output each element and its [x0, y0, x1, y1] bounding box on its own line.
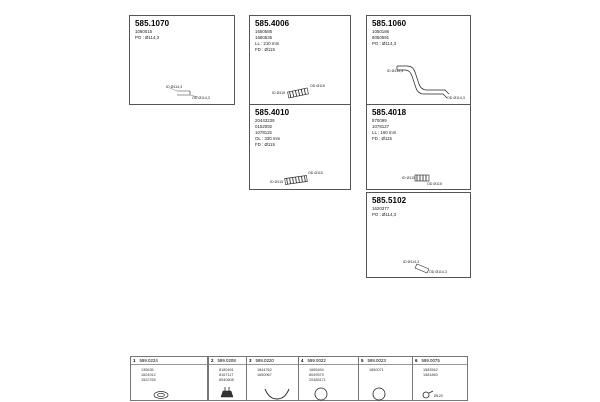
ref-line: 8180491 [219, 368, 234, 372]
accessory-part-number: 599.0022 [307, 358, 326, 363]
outlet-diameter-label: OD Ø115 [427, 182, 442, 186]
spec-line: PO : Ø114,3 [372, 41, 397, 47]
outlet-diameter-label: OD Ø114,3 [192, 96, 210, 100]
spec-line: PO : Ø114,3 [135, 35, 160, 41]
accessory-index: 4 [301, 358, 304, 363]
accessory-part-number: 599.0224 [139, 358, 158, 363]
spec-line: 870099 [372, 118, 387, 123]
accessory-part-number: 599.0220 [255, 358, 274, 363]
accessory-index: 3 [249, 358, 252, 363]
accessory-index: 5 [361, 358, 364, 363]
part-number: 585.4006 [255, 19, 290, 28]
accessory-index: 1 [133, 358, 136, 363]
spec-line: 1080015 [135, 29, 153, 34]
part-card-585-4006 [249, 15, 351, 105]
spec-line: LL : 210 mm [255, 41, 280, 47]
spec-line: LL : 160 mm [372, 130, 397, 136]
spec-line: 20443239 [255, 118, 275, 123]
accessory-card [412, 356, 468, 401]
part-card-585-4018 [366, 104, 471, 190]
part-card-585-5102 [366, 192, 471, 278]
spec-line: 1050186 [372, 29, 390, 34]
spec-line: 8050591 [372, 35, 390, 41]
part-card-585-4010 [249, 104, 351, 190]
ref-line: 20485171 [309, 378, 326, 382]
hanger-clamp-icon [413, 357, 469, 402]
inlet-diameter-label: ID Ø115 [402, 176, 416, 180]
inlet-diameter-label: ID Ø114,3 [387, 69, 404, 73]
ref-line: 8049579 [309, 373, 324, 377]
inlet-diameter-label: ID Ø115 [272, 91, 286, 95]
spec-line: 1078127 [372, 124, 390, 130]
flex-pipe-drawing [367, 105, 472, 191]
accessory-card [130, 356, 208, 401]
outlet-diameter-label: OD Ø114,3 [429, 270, 447, 274]
part-card-585-1070 [129, 15, 235, 105]
accessory-part-number: 599.0075 [421, 358, 440, 363]
spec-line: 1078115 [255, 130, 272, 136]
part-card-585-1060 [366, 15, 471, 105]
gasket-icon [131, 357, 209, 402]
outlet-diameter-label: OD Ø115 [308, 171, 323, 175]
ref-line: 1522765 [141, 378, 156, 382]
ref-line: 8167117 [219, 373, 234, 377]
accessory-part-number: 599.0208 [217, 358, 236, 363]
accessory-part-number: 599.0023 [367, 358, 386, 363]
outlet-diameter-label: OD Ø114,3 [447, 96, 465, 100]
spec-line: FD : Ø115 [372, 136, 392, 142]
flex-pipe-drawing [250, 105, 352, 191]
ref-line: 1650067 [257, 373, 272, 377]
inlet-diameter-label: ID Ø114,3 [166, 85, 183, 89]
spec-line: 1680535 [255, 35, 273, 41]
spec-line: FD : Ø115 [255, 142, 275, 148]
ref-line: 8040608 [219, 378, 234, 382]
bent-pipe-drawing [367, 16, 472, 106]
part-number: 585.4010 [255, 108, 290, 117]
spec-line: FD : Ø115 [255, 47, 275, 53]
accessory-index: 2 [211, 358, 214, 363]
ref-line: 1844762 [257, 368, 272, 372]
part-number: 585.4018 [372, 108, 407, 117]
part-number: 585.1070 [135, 19, 170, 28]
flex-pipe-drawing [250, 16, 352, 106]
part-number: 585.1060 [372, 19, 407, 28]
spec-line: OL : 330 mm [255, 136, 281, 142]
clamp-diameter-label: Ø120 [434, 394, 443, 398]
spec-line: 1650585 [255, 29, 273, 34]
accessory-index: 6 [415, 358, 418, 363]
part-number: 585.5102 [372, 196, 407, 205]
ref-line: 1624912 [141, 373, 156, 377]
spec-line: 0152092 [255, 124, 273, 130]
ref-line: 1850071 [369, 368, 384, 372]
ref-line: 1581840 [423, 373, 438, 377]
short-pipe-drawing [130, 16, 236, 106]
inlet-diameter-label: ID Ø114,3 [403, 260, 420, 264]
spec-line: PO : Ø114,3 [372, 212, 397, 218]
outlet-diameter-label: OD Ø115 [310, 84, 325, 88]
short-pipe-drawing [367, 193, 472, 279]
ref-line: 135635 [141, 368, 154, 372]
ref-line: 1583542 [423, 368, 438, 372]
spec-line: 1620377 [372, 206, 390, 211]
ref-line: 1665494 [309, 368, 324, 372]
inlet-diameter-label: ID Ø115 [270, 180, 284, 184]
